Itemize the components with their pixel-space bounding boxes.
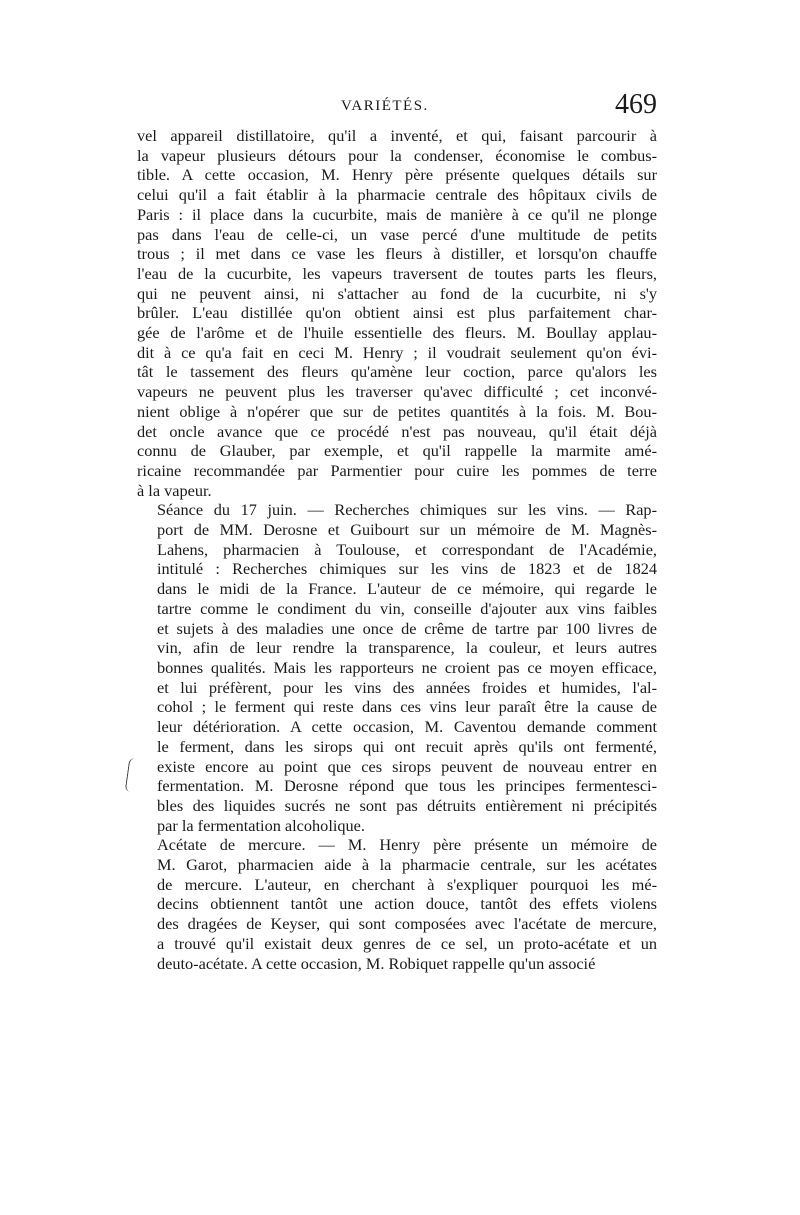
text-line: det oncle avance que ce procédé n'est pas nouveau, qu'il était déjà	[137, 421, 657, 441]
text-line: tible. A cette occasion, M. Henry père présente quelques détails sur	[137, 165, 657, 185]
text-line: Paris : il place dans la cucurbite, mais de manière à ce qu'il ne plonge	[137, 204, 657, 224]
running-head: VARIÉTÉS.	[341, 98, 429, 114]
text-line: Séance du 17 juin. — Recherches chimiques sur les vins. — Rap-	[157, 500, 657, 520]
text-line: tartre comme le condiment du vin, conseille d'ajouter aux vins faibles	[157, 598, 657, 618]
text-line: l'eau de la cucurbite, les vapeurs traversent de toutes parts les fleurs,	[137, 263, 657, 283]
text-line: vel appareil distillatoire, qu'il a inventé, et qui, faisant parcourir à	[137, 126, 657, 145]
text-line: ricaine recommandée par Parmentier pour cuire les pommes de terre	[137, 460, 657, 480]
text-line: decins obtiennent tantôt une action douce, tantôt des effets violens	[157, 894, 657, 914]
text-line: brûler. L'eau distillée qu'on obtient ainsi est plus parfaitement char-	[137, 303, 657, 323]
text-line: a trouvé qu'il existait deux genres de ce sel, un proto-acétate et un	[157, 933, 657, 953]
text-line: la vapeur plusieurs détours pour la condenser, économise le combus-	[137, 145, 657, 165]
text-line: vin, afin de leur rendre la transparence, la couleur, et leurs autres	[157, 638, 657, 658]
text-line: leur détérioration. A cette occasion, M. Caventou demande comment	[157, 717, 657, 737]
paragraph-distillation	[137, 126, 657, 500]
paragraph-acetate-de-mercure	[137, 835, 657, 973]
text-line: et lui préfèrent, pour les vins des années froides et humides, l'al-	[157, 677, 657, 697]
text-line: intitulé : Recherches chimiques sur les vins de 1823 et de 1824	[157, 559, 657, 579]
text-line: pas dans l'eau de celle-ci, un vase percé d'une multitude de petits	[137, 224, 657, 244]
text-line: par la fermentation alcoholique.	[157, 815, 365, 835]
text-line: M. Garot, pharmacien aide à la pharmacie centrale, sur les acétates	[157, 855, 657, 875]
text-line: gée de l'arôme et de l'huile essentielle des fleurs. M. Boullay applau-	[137, 323, 657, 343]
text-line: cohol ; le ferment qui reste dans ces vins leur paraît être la cause de	[157, 697, 657, 717]
text-line: Acétate de mercure. — M. Henry père présente un mémoire de	[157, 835, 657, 855]
text-line: à la vapeur.	[137, 480, 212, 500]
text-line: Lahens, pharmacien à Toulouse, et correspondant de l'Académie,	[157, 539, 657, 559]
text-line: celui qu'il a fait établir à la pharmacie centrale des hôpitaux civils de	[137, 185, 657, 205]
margin-mark	[125, 758, 137, 793]
text-line: bonnes qualités. Mais les rapporteurs ne croient pas ce moyen efficace,	[157, 657, 657, 677]
page-number: 469	[615, 89, 657, 120]
page-header	[137, 90, 657, 130]
text-line: dit à ce qu'a fait en ceci M. Henry ; il voudrait seulement qu'on évi-	[137, 342, 657, 362]
text-line: le ferment, dans les sirops qui ont recuit après qu'ils ont fermenté,	[157, 736, 657, 756]
paragraph-seance-17-juin	[137, 500, 657, 835]
text-line: deuto-acétate. A cette occasion, M. Robiquet rappelle qu'un associé	[157, 953, 596, 973]
text-line: fermentation. M. Derosne répond que tous les principes fermentesci-	[157, 776, 657, 796]
text-line: de mercure. L'auteur, en cherchant à s'expliquer pourquoi les mé-	[157, 874, 657, 894]
text-line: bles des liquides sucrés ne sont pas détruits entièrement ni précipités	[157, 795, 657, 815]
text-line: des dragées de Keyser, qui sont composées avec l'acétate de mercure,	[157, 914, 657, 934]
text-line: trous ; il met dans ce vase les fleurs à distiller, et lorsqu'on chauffe	[137, 244, 657, 264]
text-line: dans le midi de la France. L'auteur de ce mémoire, qui regarde le	[157, 579, 657, 599]
text-line: connu de Glauber, par exemple, et qu'il rappelle la marmite amé-	[137, 441, 657, 461]
text-line: vapeurs ne peuvent plus les traverser qu'avec difficulté ; cet inconvé-	[137, 382, 657, 402]
text-line: et sujets à des maladies une once de crême de tartre par 100 livres de	[157, 618, 657, 638]
text-line: nient oblige à n'opérer que sur de petites quantités à la fois. M. Bou-	[137, 401, 657, 421]
text-line: tât le tassement des fleurs qu'amène leur coction, parce qu'alors les	[137, 362, 657, 382]
text-line: existe encore au point que ces sirops peuvent de nouveau entrer en	[157, 756, 657, 776]
text-line: qui ne peuvent ainsi, ni s'attacher au fond de la cucurbite, ni s'y	[137, 283, 657, 303]
body-text	[137, 126, 657, 973]
text-line: port de MM. Derosne et Guibourt sur un mémoire de M. Magnès-	[157, 520, 657, 540]
